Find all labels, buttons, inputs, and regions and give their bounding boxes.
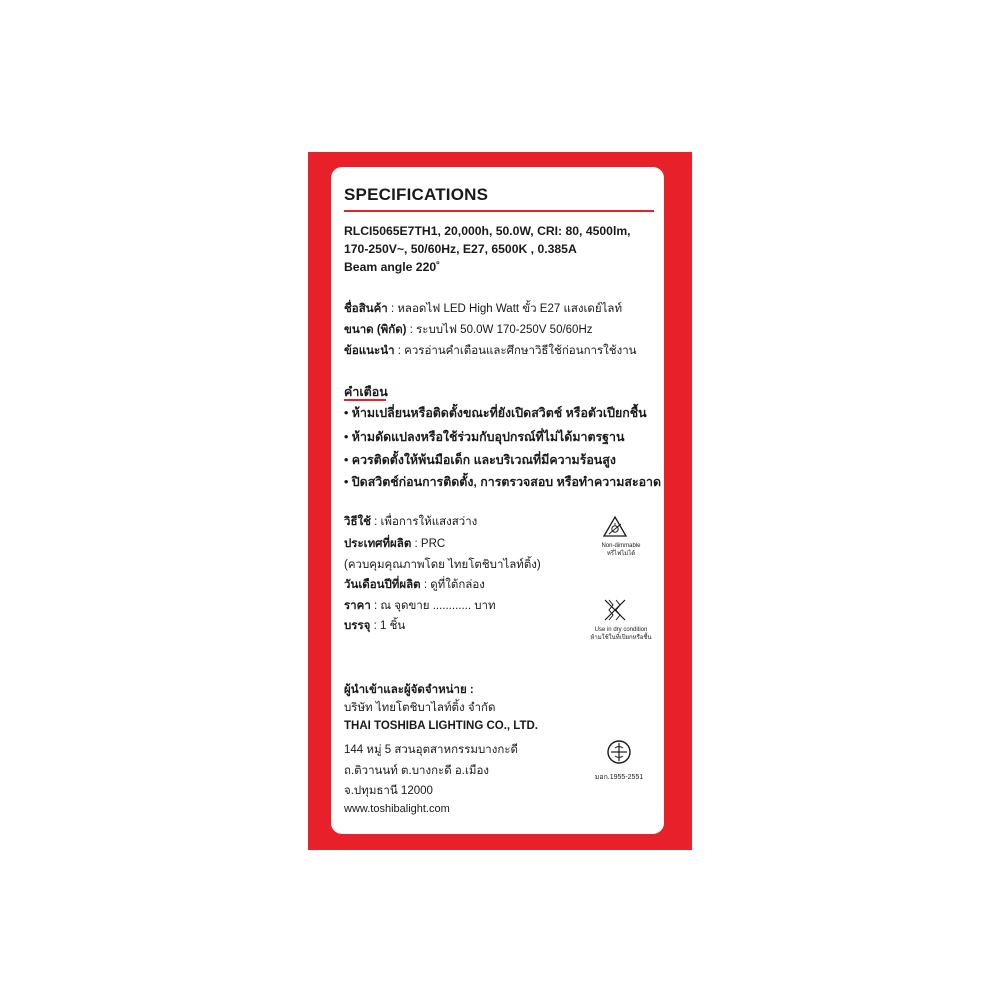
dry-condition-icon [601, 596, 629, 624]
warning-item: • ปิดสวิตช์ก่อนการติดตั้ง, การตรวจสอบ หรือทำความสะอาด [344, 475, 662, 489]
usage-country [344, 535, 445, 553]
importer-heading-text: ผู้นำเข้าและผู้จัดจำหน่าย : [344, 684, 474, 696]
warning-item: • ห้ามดัดแปลงหรือใช้ร่วมกับอุปกรณ์ที่ไม่ได้มาตรฐาน [344, 430, 625, 444]
warning-item: • ห้ามเปลี่ยนหรือติดตั้งขณะที่ยังเปิดสวิตช์ หรือตัวเปียกชื้น [344, 406, 647, 420]
tis-standard-caption: มอก.1955-2551 [594, 774, 644, 781]
usage-pack-label: บรรจุ [344, 620, 371, 632]
non-dimmable-icon [602, 514, 628, 540]
product-size [344, 321, 593, 339]
product-name-label: ชื่อสินค้า [344, 303, 388, 315]
importer-company-en: THAI TOSHIBA LIGHTING CO., LTD. [344, 720, 539, 732]
usage-country-value: : PRC [411, 538, 446, 550]
non-dimmable-caption-th: หรี่ไฟไม่ได้ [606, 551, 636, 557]
warning-heading: คำเตือน [344, 385, 388, 399]
non-dimmable-caption-en: Non-dimmable [601, 543, 641, 549]
page-title: SPECIFICATIONS [344, 185, 489, 204]
usage-pack-value: : 1 ชิ้น [370, 620, 406, 632]
product-name-value: : หลอดไฟ LED High Watt ขั้ว E27 แสงเดย์ไลท์ [387, 303, 623, 315]
dry-condition-caption-en: Use in dry condition [594, 627, 648, 633]
spec-line: 170-250V~, 50/60Hz, E27, 6500K , 0.385A [344, 242, 577, 256]
product-advice [344, 342, 637, 360]
product-size-label: ขนาด (พิกัด) [344, 324, 407, 336]
dry-condition-caption-th: ห้ามใช้ในที่เปียกหรือชื้น [590, 635, 652, 641]
usage-date-value: : ดูที่ใต้กล่อง [420, 579, 485, 591]
spec-line: Beam angle 220˚ [344, 260, 441, 274]
title-underline [344, 210, 654, 212]
importer-address-line: จ.ปทุมธานี 12000 [344, 785, 433, 797]
usage-price-value: : ณ จุดขาย ............ บาท [370, 600, 496, 612]
product-advice-value: : ควรอ่านคำเตือนและศึกษาวิธีใช้ก่อนการใช้งาน [394, 345, 637, 357]
product-advice-label: ข้อแนะนำ [344, 345, 395, 357]
usage-method-value: : เพื่อการให้แสงสว่าง [370, 516, 478, 528]
importer-address-line: 144 หมู่ 5 สวนอุตสาหกรรมบางกะดี [344, 744, 518, 756]
usage-pack [344, 617, 405, 635]
product-size-value: : ระบบไฟ 50.0W 170-250V 50/60Hz [406, 324, 593, 336]
importer-heading [344, 681, 474, 699]
tis-mark-icon [605, 738, 633, 766]
spec-line: RLCI5065E7TH1, 20,000h, 50.0W, CRI: 80, 4500lm, [344, 224, 631, 238]
importer-address-line: ถ.ติวานนท์ ต.บางกะดี อ.เมือง [344, 765, 490, 777]
usage-method-label: วิธีใช้ [344, 516, 371, 528]
usage-country-label: ประเทศที่ผลิต [344, 538, 412, 550]
usage-quality: (ควบคุมคุณภาพโดย ไทยโตชิบาไลท์ติ้ง) [344, 559, 541, 571]
usage-price [344, 597, 496, 615]
usage-date [344, 576, 485, 594]
usage-method [344, 513, 477, 531]
warning-underline [344, 399, 386, 401]
website-link: www.toshibalight.com [344, 803, 450, 815]
product-name [344, 300, 622, 318]
warning-item: • ควรติดตั้งให้พ้นมือเด็ก และบริเวณที่มีความร้อนสูง [344, 453, 616, 467]
usage-date-label: วันเดือนปีที่ผลิต [344, 579, 421, 591]
importer-company-th: บริษัท ไทยโตชิบาไลท์ติ้ง จำกัด [344, 702, 496, 714]
usage-price-label: ราคา [344, 600, 371, 612]
